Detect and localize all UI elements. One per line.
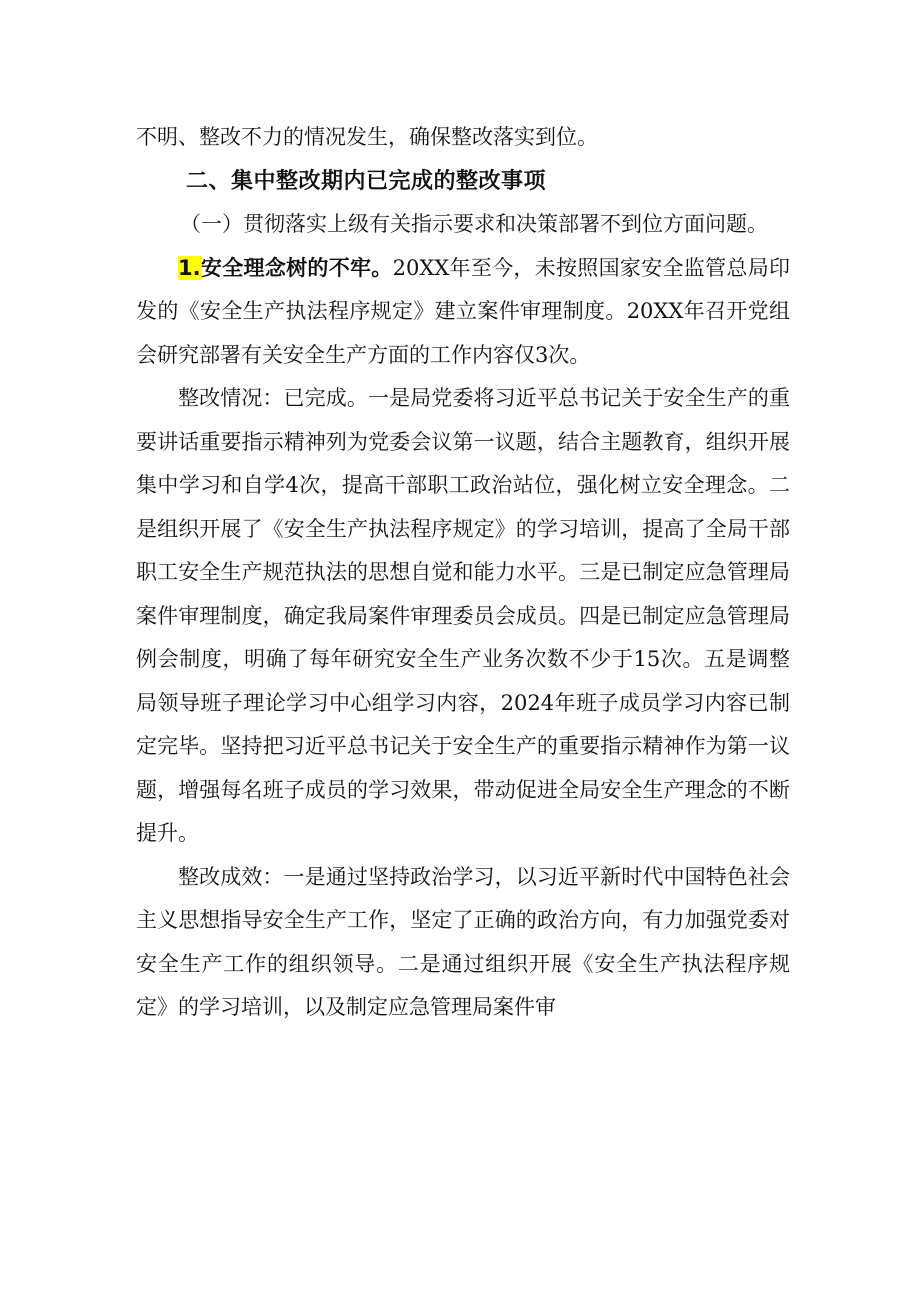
intro-paragraph: 不明、整改不力的情况发生，确保整改落实到位。 [136, 125, 598, 149]
status-paragraph: 整改情况：已完成。一是局党委将习近平总书记关于安全生产的重要讲话重要指示精神列为党委会议第一议题，结合主题教育，组织开展集中学习和自学4次，提高干部职工政治站位，强化树立安全理念。二是组织开展了《安全生产执法程序规定》的学习培训，提高了全局干部职工安全生产规范执法的思想自觉和能力水平。三是已制定应急管理局案件审理制度，确定我局案件审理委员会成员。四是已制定应急管理局例会制度，明确了每年研究安全生产业务次数不少于15次。五是调整局领导班子理论学习中心组学习内容，2024年班子成员学习内容已制定完毕。坚持把习近平总书记关于安全生产的重要指示精神作为第一议题，增强每名班子成员的学习效果，带动促进全局安全生产理念的不断提升。 [136, 386, 790, 845]
document-page [136, 116, 790, 1030]
sub-heading: （一）贯彻落实上级有关指示要求和决策部署不到位方面问题。 [180, 212, 768, 236]
section-heading: 二、集中整改期内已完成的整改事项 [186, 168, 547, 194]
item-1-title: 安全理念树的不牢。 [200, 255, 393, 280]
item-1-number: 1. [178, 255, 201, 280]
results-paragraph: 整改成效：一是通过坚持政治学习，以习近平新时代中国特色社会主义思想指导安全生产工作，坚定了正确的政治方向，有力加强党委对安全生产工作的组织领导。二是通过组织开展《安全生产执法程序规定》的学习培训，以及制定应急管理局案件审 [136, 864, 790, 1019]
item-1-paragraph [136, 247, 790, 378]
item-1-body: 20XX年至今，未按照国家安全监管总局印发的《安全生产执法程序规定》建立案件审理制度。20XX年召开党组会研究部署有关安全生产方面的工作内容仅3次。 [136, 255, 791, 367]
